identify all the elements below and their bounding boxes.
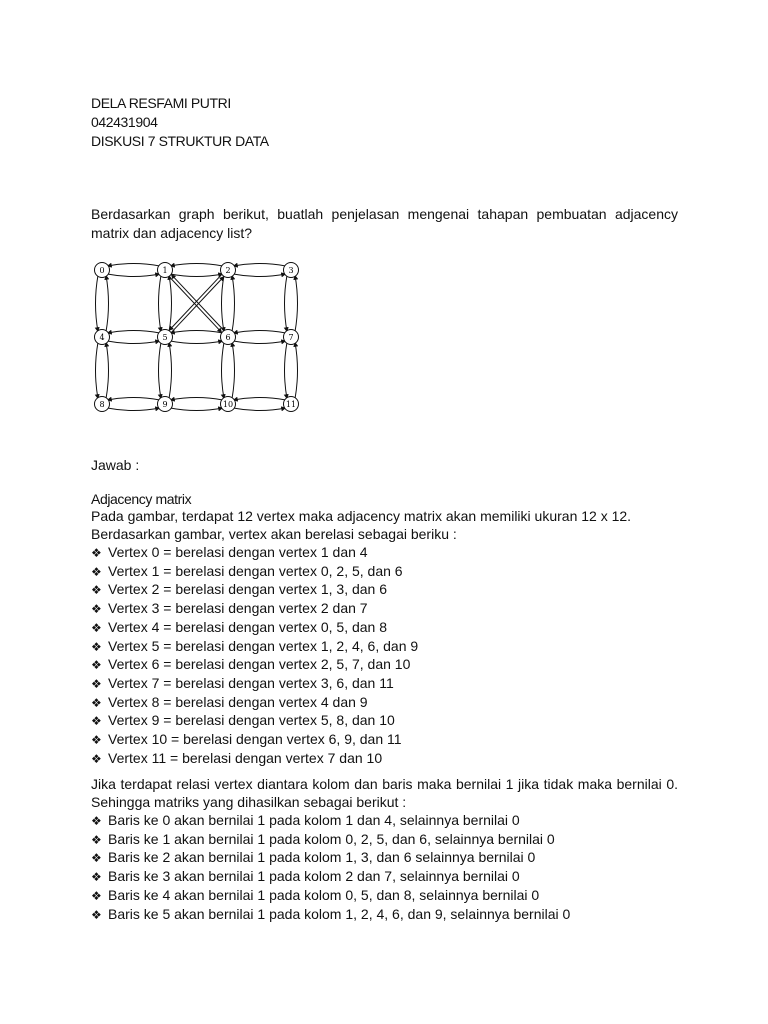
graph-edge-arrow bbox=[285, 342, 288, 399]
graph-node bbox=[95, 397, 110, 412]
diamond-bullet-icon: ❖ bbox=[91, 658, 102, 673]
diamond-bullet-icon: ❖ bbox=[91, 870, 102, 885]
graph-node-label: 5 bbox=[162, 333, 168, 342]
vertex-relation-item-text: Vertex 2 = berelasi dengan vertex 1, 3, dan 6 bbox=[108, 581, 388, 598]
graph-node bbox=[221, 397, 236, 412]
graph-figure bbox=[91, 258, 305, 418]
vertex-relation-item-text: Vertex 0 = berelasi dengan vertex 1 dan 4 bbox=[108, 544, 368, 560]
vertex-relation-item bbox=[91, 712, 418, 731]
diamond-bullet-icon: ❖ bbox=[91, 676, 102, 691]
graph-edge-arrow bbox=[233, 331, 286, 334]
course-title: DISKUSI 7 STRUKTUR DATA bbox=[91, 133, 269, 149]
diamond-bullet-icon: ❖ bbox=[91, 907, 102, 922]
vertex-relation-item bbox=[91, 731, 418, 750]
graph-edge-arrow bbox=[169, 274, 222, 330]
vertex-relation-item-text: Vertex 1 = berelasi dengan vertex 0, 2, 5, dan 6 bbox=[108, 562, 403, 579]
graph-node-label: 8 bbox=[99, 400, 105, 409]
vertex-relation-item-text: Vertex 5 = berelasi dengan vertex 1, 2, 4, 6, dan 9 bbox=[108, 637, 419, 654]
matrix-row-item bbox=[91, 831, 570, 850]
graph-node bbox=[158, 330, 173, 345]
graph-edge-arrow bbox=[233, 264, 286, 267]
graph-node bbox=[284, 397, 299, 412]
matrix-row-item-text: Baris ke 2 akan bernilai 1 pada kolom 1, 3, dan 6 selainnya bernilai 0 bbox=[108, 849, 536, 866]
graph-node bbox=[158, 263, 173, 278]
graph-edge-arrow bbox=[233, 341, 286, 344]
vertex-relation-item-text: Vertex 11 = berelasi dengan vertex 7 dan 10 bbox=[108, 749, 383, 766]
graph-node bbox=[284, 330, 299, 345]
vertex-relation-item-text: Vertex 9 = berelasi dengan vertex 5, 8, dan 10 bbox=[108, 712, 395, 729]
graph-edge-arrow bbox=[107, 341, 160, 344]
graph-edge-arrow bbox=[106, 342, 109, 399]
graph-edge-arrow bbox=[232, 275, 235, 332]
graph-node-label: 0 bbox=[99, 266, 105, 275]
graph-edge-arrow bbox=[170, 264, 223, 267]
vertex-relation-item bbox=[91, 656, 418, 675]
graph-edge-arrow bbox=[170, 408, 223, 411]
diamond-bullet-icon: ❖ bbox=[91, 851, 102, 866]
question-text: Berdasarkan graph berikut, buatlah penjelasan mengenai tahapan pembuatan adjacency matrix dan adjacency list? bbox=[91, 206, 678, 241]
vertex-relation-item bbox=[91, 563, 418, 582]
graph-node-label: 7 bbox=[288, 333, 294, 342]
diamond-bullet-icon: ❖ bbox=[91, 733, 102, 748]
matrix-row-item bbox=[91, 868, 570, 887]
graph-node bbox=[221, 263, 236, 278]
document-header bbox=[91, 94, 269, 151]
intro-line-2: Berdasarkan gambar, vertex akan berelasi sebagai beriku : bbox=[91, 525, 457, 542]
matrix-row-item-text: Baris ke 5 akan bernilai 1 pada kolom 1, 2, 4, 6, dan 9, selainnya bernilai 0 bbox=[108, 905, 571, 922]
graph-edge-arrow bbox=[107, 264, 160, 267]
graph-node-label: 9 bbox=[162, 400, 168, 409]
diamond-bullet-icon: ❖ bbox=[91, 751, 102, 766]
vertex-relation-item bbox=[91, 675, 418, 694]
graph-node-label: 10 bbox=[222, 400, 234, 409]
matrix-row-list bbox=[91, 812, 570, 924]
vertex-relation-item-text: Vertex 3 = berelasi dengan vertex 2 dan 7 bbox=[108, 600, 368, 617]
graph-edge-arrow bbox=[170, 331, 223, 334]
graph-edge-arrow bbox=[222, 275, 225, 332]
graph-edge-arrow bbox=[96, 342, 99, 399]
vertex-relation-item-text: Vertex 8 = berelasi dengan vertex 4 dan 9 bbox=[108, 693, 368, 710]
diamond-bullet-icon: ❖ bbox=[91, 639, 102, 654]
graph-edge-arrow bbox=[170, 398, 223, 401]
graph-node bbox=[95, 330, 110, 345]
graph-edge-arrow bbox=[285, 275, 288, 332]
graph-edge-arrow bbox=[170, 274, 223, 277]
vertex-relation-list bbox=[91, 544, 418, 768]
diamond-bullet-icon: ❖ bbox=[91, 602, 102, 617]
graph-edge-arrow bbox=[295, 275, 298, 332]
graph-node-label: 1 bbox=[162, 266, 168, 275]
graph-edge-arrow bbox=[106, 275, 109, 332]
diamond-bullet-icon: ❖ bbox=[91, 564, 102, 579]
intro-line-1: Pada gambar, terdapat 12 vertex maka adjacency matrix akan memiliki ukuran 12 x 12. bbox=[91, 508, 632, 524]
section-title-adjacency-matrix: Adjacency matrix bbox=[91, 491, 192, 507]
graph-edge-arrow bbox=[233, 408, 286, 411]
vertex-relation-item bbox=[91, 581, 418, 600]
graph-edge-arrow bbox=[222, 342, 225, 399]
graph-edge-arrow bbox=[233, 398, 286, 401]
vertex-relation-item bbox=[91, 544, 418, 563]
matrix-explanation: Jika terdapat relasi vertex diantara kolom dan baris maka bernilai 1 jika tidak maka bernilai 0. Sehingga matriks yang dihasilkan sebagai berikut : bbox=[91, 776, 678, 810]
vertex-relation-item bbox=[91, 750, 418, 769]
matrix-row-item bbox=[91, 887, 570, 906]
graph-node-label: 4 bbox=[99, 333, 105, 342]
graph-edge-arrow bbox=[170, 341, 223, 344]
vertex-relation-item-text: Vertex 10 = berelasi dengan vertex 6, 9, dan 11 bbox=[108, 731, 402, 748]
diamond-bullet-icon: ❖ bbox=[91, 546, 102, 560]
matrix-row-item-text: Baris ke 0 akan bernilai 1 pada kolom 1 dan 4, selainnya bernilai 0 bbox=[108, 812, 520, 828]
matrix-row-item-text: Baris ke 4 akan bernilai 1 pada kolom 0, 5, dan 8, selainnya bernilai 0 bbox=[108, 886, 540, 903]
vertex-relation-item-text: Vertex 7 = berelasi dengan vertex 3, 6, dan 11 bbox=[108, 674, 394, 691]
vertex-relation-item bbox=[91, 694, 418, 713]
diamond-bullet-icon: ❖ bbox=[91, 620, 102, 635]
vertex-relation-item-text: Vertex 4 = berelasi dengan vertex 0, 5, dan 8 bbox=[108, 618, 388, 635]
graph-node bbox=[95, 263, 110, 278]
graph-node-label: 6 bbox=[225, 333, 231, 342]
graph-edge-arrow bbox=[169, 276, 222, 332]
graph-edge-arrow bbox=[107, 398, 160, 401]
diamond-bullet-icon: ❖ bbox=[91, 714, 102, 729]
student-id: 042431904 bbox=[91, 114, 158, 130]
graph-edge-arrow bbox=[159, 275, 162, 332]
graph-edge-arrow bbox=[107, 408, 160, 411]
graph-edge-arrow bbox=[295, 342, 298, 399]
matrix-row-item-text: Baris ke 3 akan bernilai 1 pada kolom 2 dan 7, selainnya bernilai 0 bbox=[108, 868, 520, 885]
graph-edge-arrow bbox=[169, 275, 172, 332]
graph-node-label: 2 bbox=[225, 266, 231, 275]
graph-edge-arrow bbox=[107, 274, 160, 277]
graph-edge-arrow bbox=[159, 342, 162, 399]
section-intro bbox=[91, 508, 691, 543]
graph-edge-arrow bbox=[232, 342, 235, 399]
graph-node-label: 3 bbox=[288, 266, 294, 275]
graph-node bbox=[158, 397, 173, 412]
matrix-row-item-text: Baris ke 1 akan bernilai 1 pada kolom 0, 2, 5, dan 6, selainnya bernilai 0 bbox=[108, 830, 555, 847]
graph-node bbox=[284, 263, 299, 278]
diamond-bullet-icon: ❖ bbox=[91, 832, 102, 847]
graph-edge-arrow bbox=[233, 274, 286, 277]
graph-edge-arrow bbox=[171, 274, 224, 330]
graph-edge-arrow bbox=[169, 342, 172, 399]
vertex-relation-item bbox=[91, 638, 418, 657]
graph-edge-arrow bbox=[96, 275, 99, 332]
diamond-bullet-icon: ❖ bbox=[91, 695, 102, 710]
graph-edge-arrow bbox=[107, 331, 160, 334]
graph-node-label: 11 bbox=[285, 400, 297, 409]
graph-edge-arrow bbox=[171, 276, 224, 332]
matrix-row-item bbox=[91, 906, 570, 925]
diamond-bullet-icon: ❖ bbox=[91, 888, 102, 903]
vertex-relation-item-text: Vertex 6 = berelasi dengan vertex 2, 5, 7, dan 10 bbox=[108, 656, 411, 673]
matrix-row-item bbox=[91, 849, 570, 868]
answer-label: Jawab : bbox=[91, 457, 140, 473]
diamond-bullet-icon: ❖ bbox=[91, 814, 102, 828]
vertex-relation-item bbox=[91, 600, 418, 619]
author-name: DELA RESFAMI PUTRI bbox=[91, 95, 231, 111]
graph-node bbox=[221, 330, 236, 345]
vertex-relation-item bbox=[91, 619, 418, 638]
diamond-bullet-icon: ❖ bbox=[91, 583, 102, 598]
matrix-row-item bbox=[91, 812, 570, 831]
